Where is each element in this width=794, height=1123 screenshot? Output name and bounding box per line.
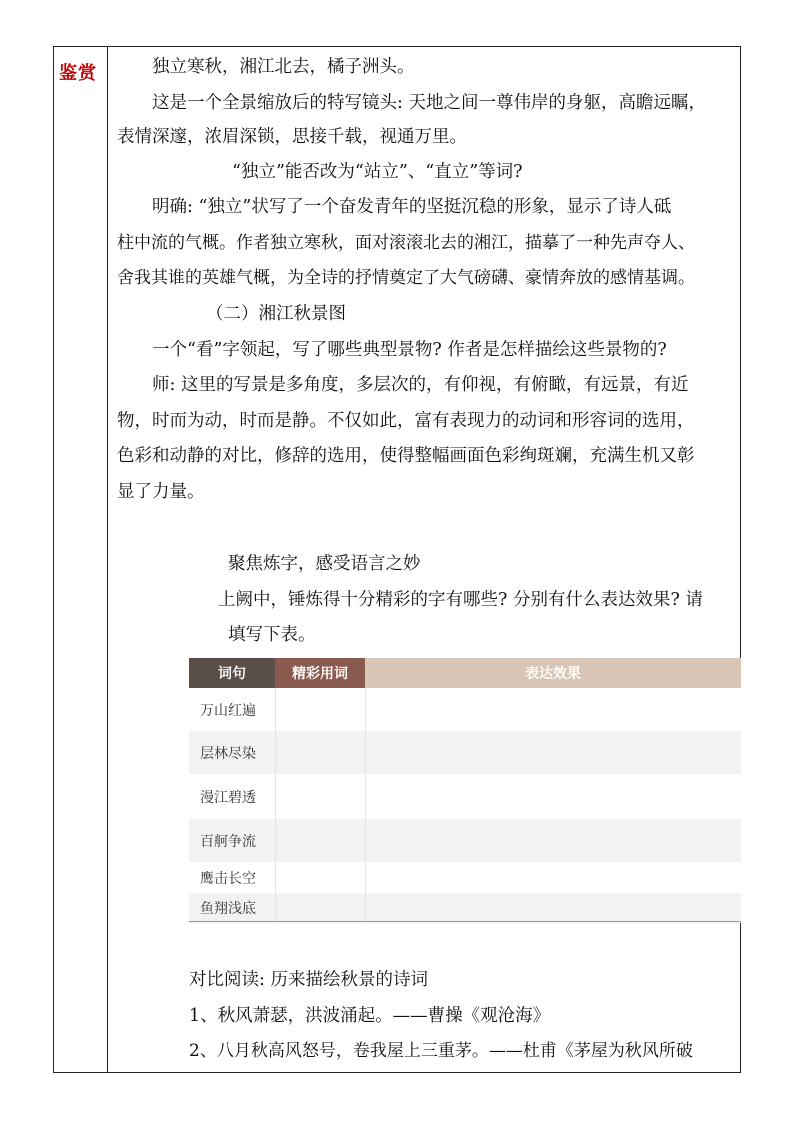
table-row — [189, 774, 741, 819]
row-key-word-cell[interactable] — [275, 688, 365, 731]
text-line-10: 师: 这里的写景是多角度，多层次的，有仰视，有俯瞰，有远景，有近 — [152, 375, 689, 395]
row-effect-cell[interactable] — [365, 774, 741, 819]
subheading-comparison: 对比阅读: 历来描绘秋景的诗词 — [189, 970, 428, 990]
subheading-lianzi: 聚焦炼字，感受语言之妙 — [228, 554, 421, 574]
table-row — [189, 819, 741, 862]
text-line-1: 独立寒秋，湘江北去，橘子洲头。 — [152, 57, 415, 77]
text-line-4: “独立”能否改为“站立”、“直立”等词? — [232, 162, 523, 182]
row-effect-cell[interactable] — [365, 862, 741, 893]
row-key-word-cell[interactable] — [275, 862, 365, 893]
section-label: 鉴赏 — [59, 63, 97, 84]
table-row — [189, 688, 741, 731]
header-phrase: 词句 — [189, 658, 275, 688]
text-line-9: 一个“看”字领起，写了哪些典型景物? 作者是怎样描绘这些景物的? — [152, 340, 667, 360]
text-line-11: 物，时而为动，时而是静。不仅如此，富有表现力的动词和形容词的选用， — [117, 411, 695, 431]
row-phrase: 层林尽染 — [189, 731, 275, 774]
text-line-12: 色彩和动静的对比，修辞的选用，使得整幅画面色彩绚斑斓，充满生机又彰 — [117, 446, 695, 466]
row-key-word-cell[interactable] — [275, 893, 365, 923]
row-key-word-cell[interactable] — [275, 731, 365, 774]
row-phrase: 百舸争流 — [189, 819, 275, 862]
row-effect-cell[interactable] — [365, 893, 741, 923]
text-line-3: 表情深邃，浓眉深锁，思接千载，视通万里。 — [117, 127, 467, 147]
subheading-xiangjiang: （二）湘江秋景图 — [206, 304, 346, 324]
row-effect-cell[interactable] — [365, 731, 741, 774]
column-divider — [107, 46, 108, 1073]
text-line-2: 这是一个全景缩放后的特写镜头: 天地之间一尊伟岸的身躯，高瞻远瞩， — [152, 93, 706, 113]
text-line-7: 舍我其谁的英雄气概，为全诗的抒情奠定了大气磅礴、豪情奔放的感情基调。 — [117, 268, 695, 288]
header-key-word: 精彩用词 — [275, 658, 365, 688]
text-line-5: 明确: “独立”状写了一个奋发青年的坚挺沉稳的形象，显示了诗人砥 — [152, 197, 672, 217]
table-row — [189, 731, 741, 774]
poem-line-2: 2、八月秋高风怒号，卷我屋上三重茅。——杜甫《茅屋为秋风所破 — [189, 1041, 693, 1061]
table-row — [189, 862, 741, 893]
row-effect-cell[interactable] — [365, 688, 741, 731]
row-phrase: 万山红遍 — [189, 688, 275, 731]
row-phrase: 鱼翔浅底 — [189, 893, 275, 923]
row-phrase: 鹰击长空 — [189, 862, 275, 893]
table-header-row — [189, 658, 741, 688]
text-line-6: 柱中流的气概。作者独立寒秋，面对滚滚北去的湘江，描摹了一种先声夺人、 — [117, 233, 695, 253]
text-line-16: 填写下表。 — [228, 625, 316, 645]
text-line-15: 上阙中，锤炼得十分精彩的字有哪些? 分别有什么表达效果? 请 — [218, 590, 703, 610]
row-phrase: 漫江碧透 — [189, 774, 275, 819]
row-effect-cell[interactable] — [365, 819, 741, 862]
word-effect-table — [189, 658, 741, 923]
table-row — [189, 893, 741, 923]
row-key-word-cell[interactable] — [275, 819, 365, 862]
row-key-word-cell[interactable] — [275, 774, 365, 819]
text-line-13: 显了力量。 — [117, 482, 205, 502]
table-bottom-rule — [189, 921, 741, 922]
poem-line-1: 1、秋风萧瑟，洪波涌起。——曹操《观沧海》 — [189, 1006, 551, 1026]
header-effect: 表达效果 — [365, 658, 741, 688]
